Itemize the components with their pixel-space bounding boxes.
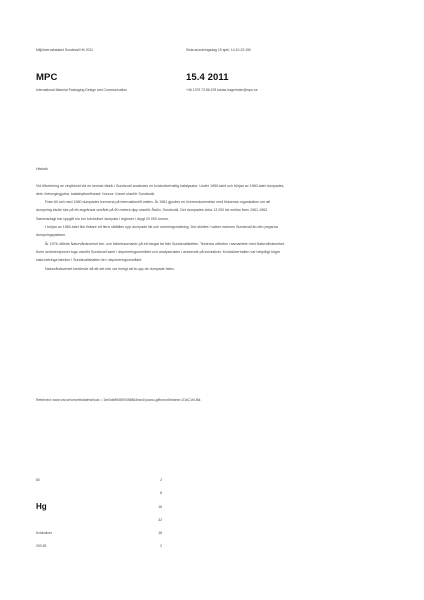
list-value: 2 [160,544,162,548]
paragraph: Naturvårdsverket bedömde då att det inte var rimligt att ta upp de dumpade faten. [45,266,175,271]
list-item [36,478,162,482]
org-subtitle: International Material Packaging Design and Communication [36,88,128,92]
contact-line: +46 1379 73 86 678 tobias.hagerholm@mpc.se [186,88,258,92]
list-label: Kvicksilver [36,531,53,535]
reference-line: Retrieved: www.vist.se/omvelbdaterw/look = 1be0de8948903f3f8d3ntw1/yoanu-g/ffurnor5esbnm=21kC1f4-f6k [36,398,201,402]
body-text [36,165,286,273]
paragraph: Vid tillverkning av vinylklorid vid en kemisk fabrik i Sundsvall användes en kvicksilverhaltig katalysator. Under 1950-talet och början av 1960-talet dumpades, dels i betongingjutna, kalasbyttomflossdr i tunnor i havet utanför Sundsvall. [36,183,285,196]
list-value: 2 [160,478,162,482]
list-label: 200.59 [36,544,47,548]
list-item [36,502,162,514]
list-value: 32 [158,518,162,522]
header-right-line: Sista anordningsdag 15 april, 14:10-22:150 [186,48,251,52]
element-symbol: Hg [36,502,47,511]
list-value: 16 [158,531,162,535]
list-value: 8 [160,491,162,495]
list-label: 80 [36,478,40,482]
list-item [36,531,162,535]
org-name: MPC [36,72,58,83]
list-value: 16 [158,505,162,509]
list-item [36,544,162,548]
paragraph: År 1976 utförde Naturvårdsverket tek- och fiskleissomarier på ett bargat fat från Sundsvallsbitten. Testerna utfördes i samarbete med Naturvårdsverket. Även sedimentprover togs utanför Sundsvall samt i deponeringsområdet och analyserades i avseende på kvicksilver. Kvicksilverhalten var betydligt högre sista betringa fabriker i Sundsvallsbatten än i deponeringsområdet. [36,241,286,263]
document-date: 15.4 2011 [186,72,229,83]
paragraph: Fram till och med 1980 dumpades tunnorna på internationellt vatten. År 1981 gjordes en överenskommelse med fiskarnas organisation om att dumpning skulle ske på ett avgränsat område på 60 meters djup utanför Åstön, Sundsvall. Det dumpades cirka 13 200 fat mellan åren 1961-1962. Sammanlagt har uppgift nio ton kvicksilver dumpats i regioner i drygt 20 000 tunnor. [36,200,271,221]
paragraph: I början av 1960-talet fick fiskare ett flera nätfällen upp dumpade fat och ormmingsmätning. Det sköttes i vatten namnes Sundsvall än den pegarna dumpningsplatsen. [36,225,278,238]
section-title: Historik [36,167,48,171]
header-left-line: Miljöövervakstaket Sundsvall Hh 2011 [36,48,94,52]
